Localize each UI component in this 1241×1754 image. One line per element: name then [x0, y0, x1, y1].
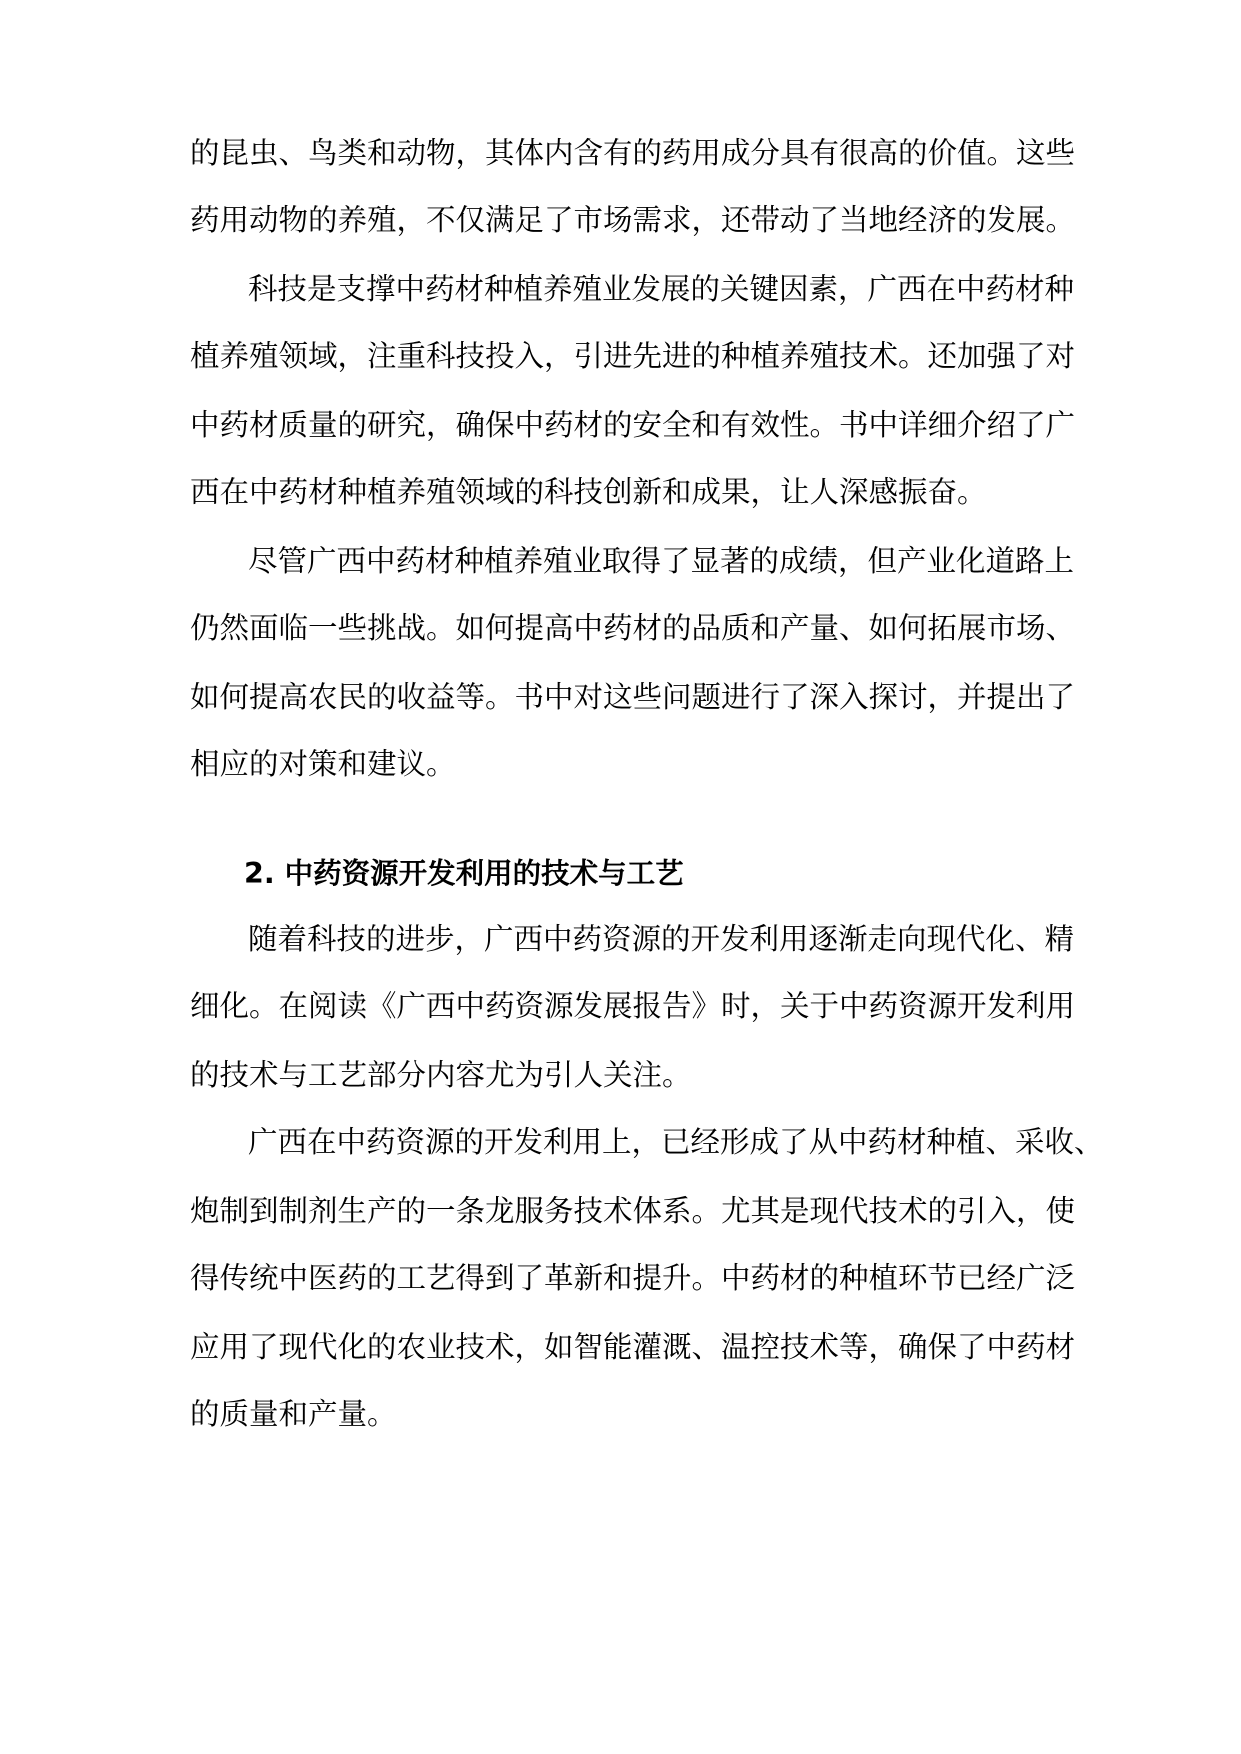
- line-text: 得传统中医药的工艺得到了革新和提升。中药材的种植环节已经广泛: [190, 1261, 1076, 1295]
- paragraph-line: [0, 1327, 1241, 1367]
- paragraph-line: [0, 986, 1241, 1026]
- line-text: 药用动物的养殖，不仅满足了市场需求，还带动了当地经济的发展。: [190, 203, 1076, 237]
- line-text: 的昆虫、鸟类和动物，其体内含有的药用成分具有很高的价值。这些: [190, 136, 1076, 170]
- line-text: 随着科技的进步，广西中药资源的开发利用逐渐走向现代化、精: [248, 922, 1075, 956]
- line-text: 西在中药材种植养殖领域的科技创新和成果，让人深感振奋。: [190, 475, 987, 509]
- line-text: 应用了现代化的农业技术，如智能灌溉、温控技术等，确保了中药材: [190, 1330, 1076, 1364]
- line-text: 细化。在阅读《广西中药资源发展报告》时，关于中药资源开发利用: [190, 989, 1076, 1023]
- paragraph-line: [0, 1055, 1241, 1095]
- line-text: 如何提高农民的收益等。书中对这些问题进行了深入探讨，并提出了: [190, 680, 1076, 714]
- paragraph-line: [0, 1191, 1241, 1231]
- paragraph-line: [0, 269, 1241, 309]
- line-text: 的技术与工艺部分内容尤为引人关注。: [190, 1058, 692, 1092]
- paragraph-line: [0, 1122, 1241, 1162]
- paragraph-line: [0, 1258, 1241, 1298]
- section-heading: [0, 854, 1241, 894]
- paragraph-line: [0, 200, 1241, 240]
- line-text: 相应的对策和建议。: [190, 747, 456, 781]
- paragraph-line: [0, 405, 1241, 445]
- paragraph-line: [0, 1394, 1241, 1434]
- paragraph-line: [0, 677, 1241, 717]
- line-text: 植养殖领域，注重科技投入，引进先进的种植养殖技术。还加强了对: [190, 339, 1076, 373]
- paragraph-line: [0, 608, 1241, 648]
- section-heading-text: 2. 中药资源开发利用的技术与工艺: [244, 857, 684, 890]
- line-text: 科技是支撑中药材种植养殖业发展的关键因素，广西在中药材种: [248, 272, 1075, 306]
- paragraph-line: [0, 541, 1241, 581]
- line-text: 仍然面临一些挑战。如何提高中药材的品质和产量、如何拓展市场、: [190, 611, 1076, 645]
- paragraph-line: [0, 336, 1241, 376]
- line-text: 的质量和产量。: [190, 1397, 397, 1431]
- line-text: 尽管广西中药材种植养殖业取得了显著的成绩，但产业化道路上: [248, 544, 1075, 578]
- line-text: 炮制到制剂生产的一条龙服务技术体系。尤其是现代技术的引入，使: [190, 1194, 1076, 1228]
- line-text: 广西在中药资源的开发利用上，已经形成了从中药材种植、采收、: [248, 1125, 1104, 1159]
- paragraph-line: [0, 919, 1241, 959]
- line-text: 中药材质量的研究，确保中药材的安全和有效性。书中详细介绍了广: [190, 408, 1076, 442]
- paragraph-line: [0, 744, 1241, 784]
- paragraph-line: [0, 133, 1241, 173]
- paragraph-line: [0, 472, 1241, 512]
